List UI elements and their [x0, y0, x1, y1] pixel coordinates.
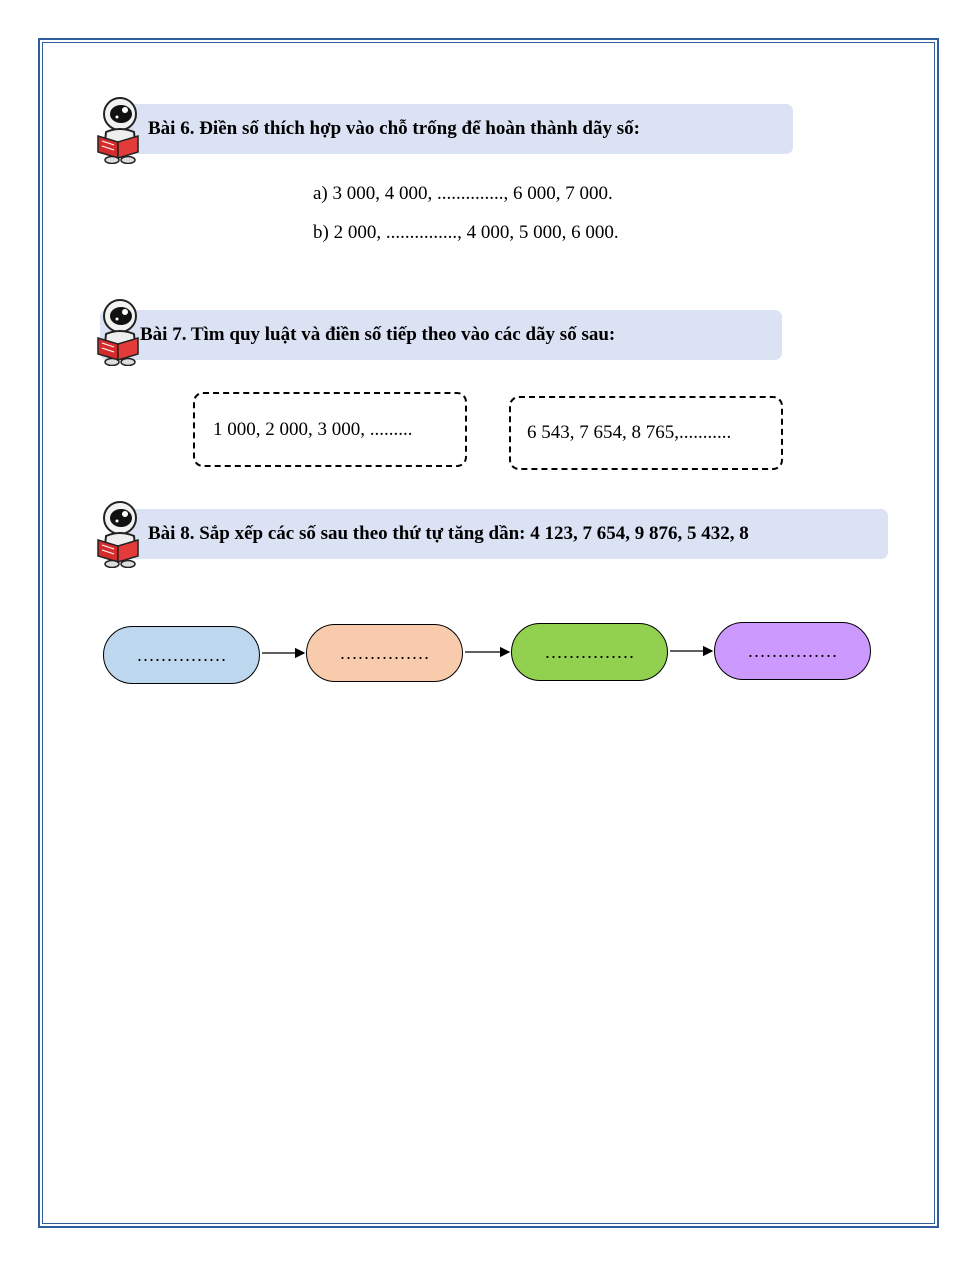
bai7-title: Bài 7. Tìm quy luật và điền số tiếp theo vào các dãy số sau: — [140, 324, 616, 345]
order-box-2-blank: …………… — [339, 642, 430, 663]
bai6-line-b: b) 2 000, ..............., 4 000, 5 000, 6 000. — [313, 222, 619, 243]
order-box-3-blank: …………… — [544, 641, 635, 662]
bai8-title: Bài 8. Sắp xếp các số sau theo thứ tự tăng dần: 4 123, 7 654, 9 876, 5 432, 8 — [148, 523, 749, 544]
bai7-sequence-1: 1 000, 2 000, 3 000, ......... — [213, 418, 413, 440]
order-box-4-blank: …………… — [747, 640, 838, 661]
bai6-line-a: a) 3 000, 4 000, .............., 6 000, 7 000. — [313, 183, 613, 204]
order-box-1-blank: …………… — [136, 644, 227, 665]
bai7-sequence-2: 6 543, 7 654, 8 765,........... — [527, 422, 732, 443]
bai6-title: Bài 6. Điền số thích hợp vào chỗ trống để hoàn thành dãy số: — [148, 118, 640, 139]
